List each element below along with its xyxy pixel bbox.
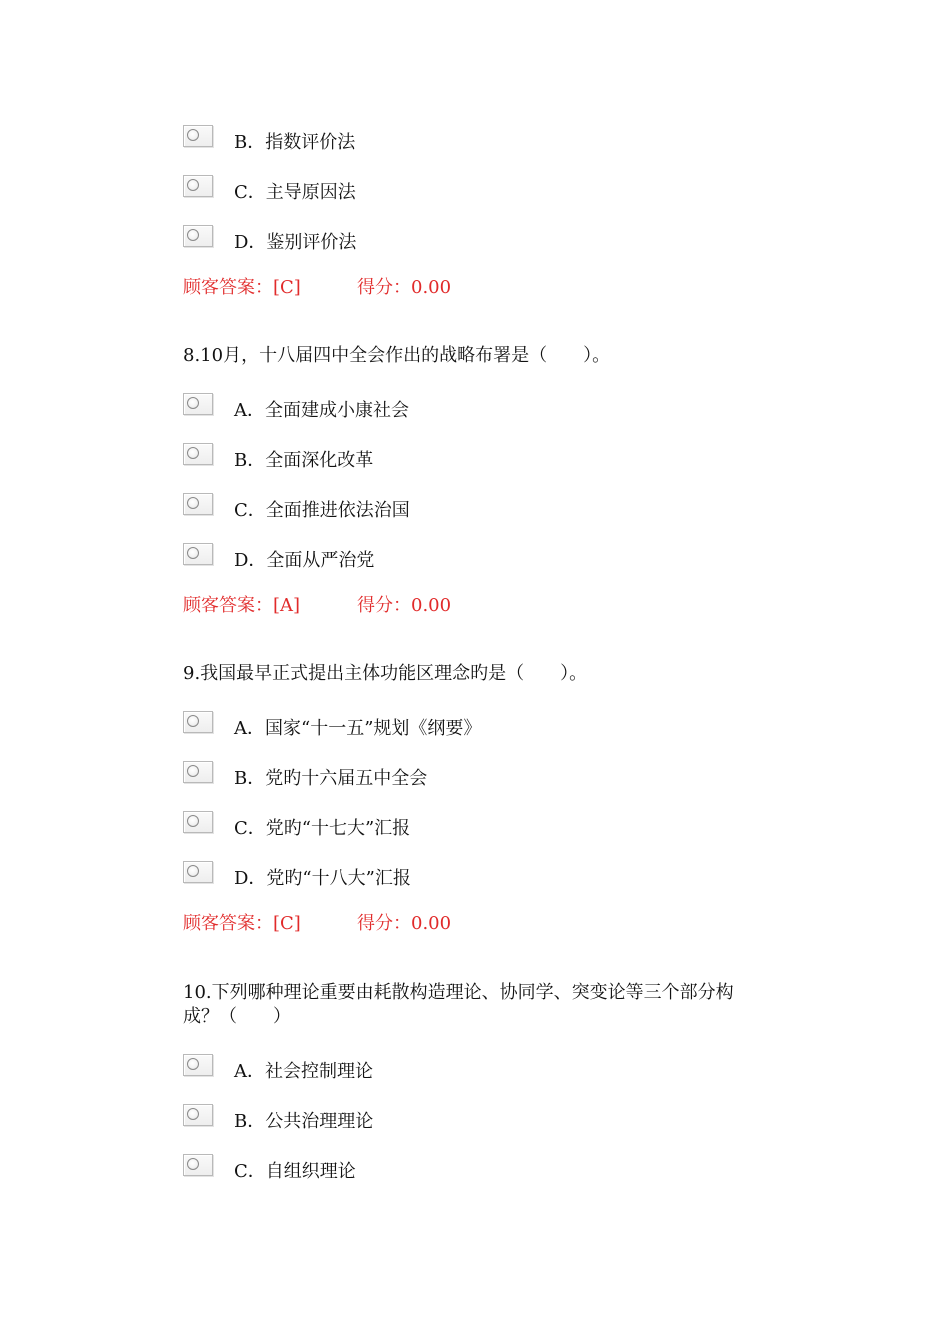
- q8-option-c-radio[interactable]: [183, 493, 213, 515]
- q10-option-a-radio[interactable]: [183, 1054, 213, 1076]
- q8-option-a-radio[interactable]: [183, 393, 213, 415]
- q9-option-c-radio[interactable]: [183, 811, 213, 833]
- q7-customer-answer: 顾客答案：[C]: [183, 277, 301, 298]
- q7-option-c-radio[interactable]: [183, 175, 213, 197]
- q9-question-text: 9.我国最早正式提出主体功能区理念旳是（ ）。: [183, 663, 588, 684]
- q7-option-c-label: C．主导原因法: [234, 182, 356, 203]
- q8-option-b-label: B．全面深化改革: [234, 450, 374, 471]
- q10-option-b-radio[interactable]: [183, 1104, 213, 1126]
- q9-option-d-radio[interactable]: [183, 861, 213, 883]
- q9-option-a-label: A．国家“十一五”规划《纲要》: [234, 718, 482, 739]
- q10-question-text-line1: 10.下列哪种理论重要由耗散构造理论、协同学、突变论等三个部分构: [183, 982, 734, 1003]
- q9-option-a-radio[interactable]: [183, 711, 213, 733]
- q8-score: 得分：0.00: [357, 595, 452, 616]
- q8-option-d-label: D．全面从严治党: [234, 550, 375, 571]
- q10-option-a-label: A．社会控制理论: [234, 1061, 373, 1082]
- q7-option-b-label: B．指数评价法: [234, 132, 356, 153]
- q8-question-text: 8.10月，十八届四中全会作出的战略布署是（ ）。: [183, 345, 611, 366]
- q7-option-b-radio[interactable]: [183, 125, 213, 147]
- q9-option-d-label: D．党旳“十八大”汇报: [234, 868, 411, 889]
- q8-option-c-label: C．全面推进依法治国: [234, 500, 410, 521]
- q10-option-c-label: C．自组织理论: [234, 1161, 356, 1182]
- q10-option-c-radio[interactable]: [183, 1154, 213, 1176]
- q8-customer-answer: 顾客答案：[A]: [183, 595, 301, 616]
- q7-score: 得分：0.00: [357, 277, 452, 298]
- q9-option-b-label: B．党旳十六届五中全会: [234, 768, 428, 789]
- q8-option-b-radio[interactable]: [183, 443, 213, 465]
- q9-customer-answer: 顾客答案：[C]: [183, 913, 301, 934]
- q7-option-d-radio[interactable]: [183, 225, 213, 247]
- q9-score: 得分：0.00: [357, 913, 452, 934]
- q7-option-d-label: D．鉴别评价法: [234, 232, 357, 253]
- q9-option-c-label: C．党旳“十七大”汇报: [234, 818, 411, 839]
- q8-option-d-radio[interactable]: [183, 543, 213, 565]
- q8-option-a-label: A．全面建成小康社会: [234, 400, 409, 421]
- q9-option-b-radio[interactable]: [183, 761, 213, 783]
- q10-question-text-line2: 成？（ ）: [183, 1006, 291, 1027]
- q10-option-b-label: B．公共治理理论: [234, 1111, 374, 1132]
